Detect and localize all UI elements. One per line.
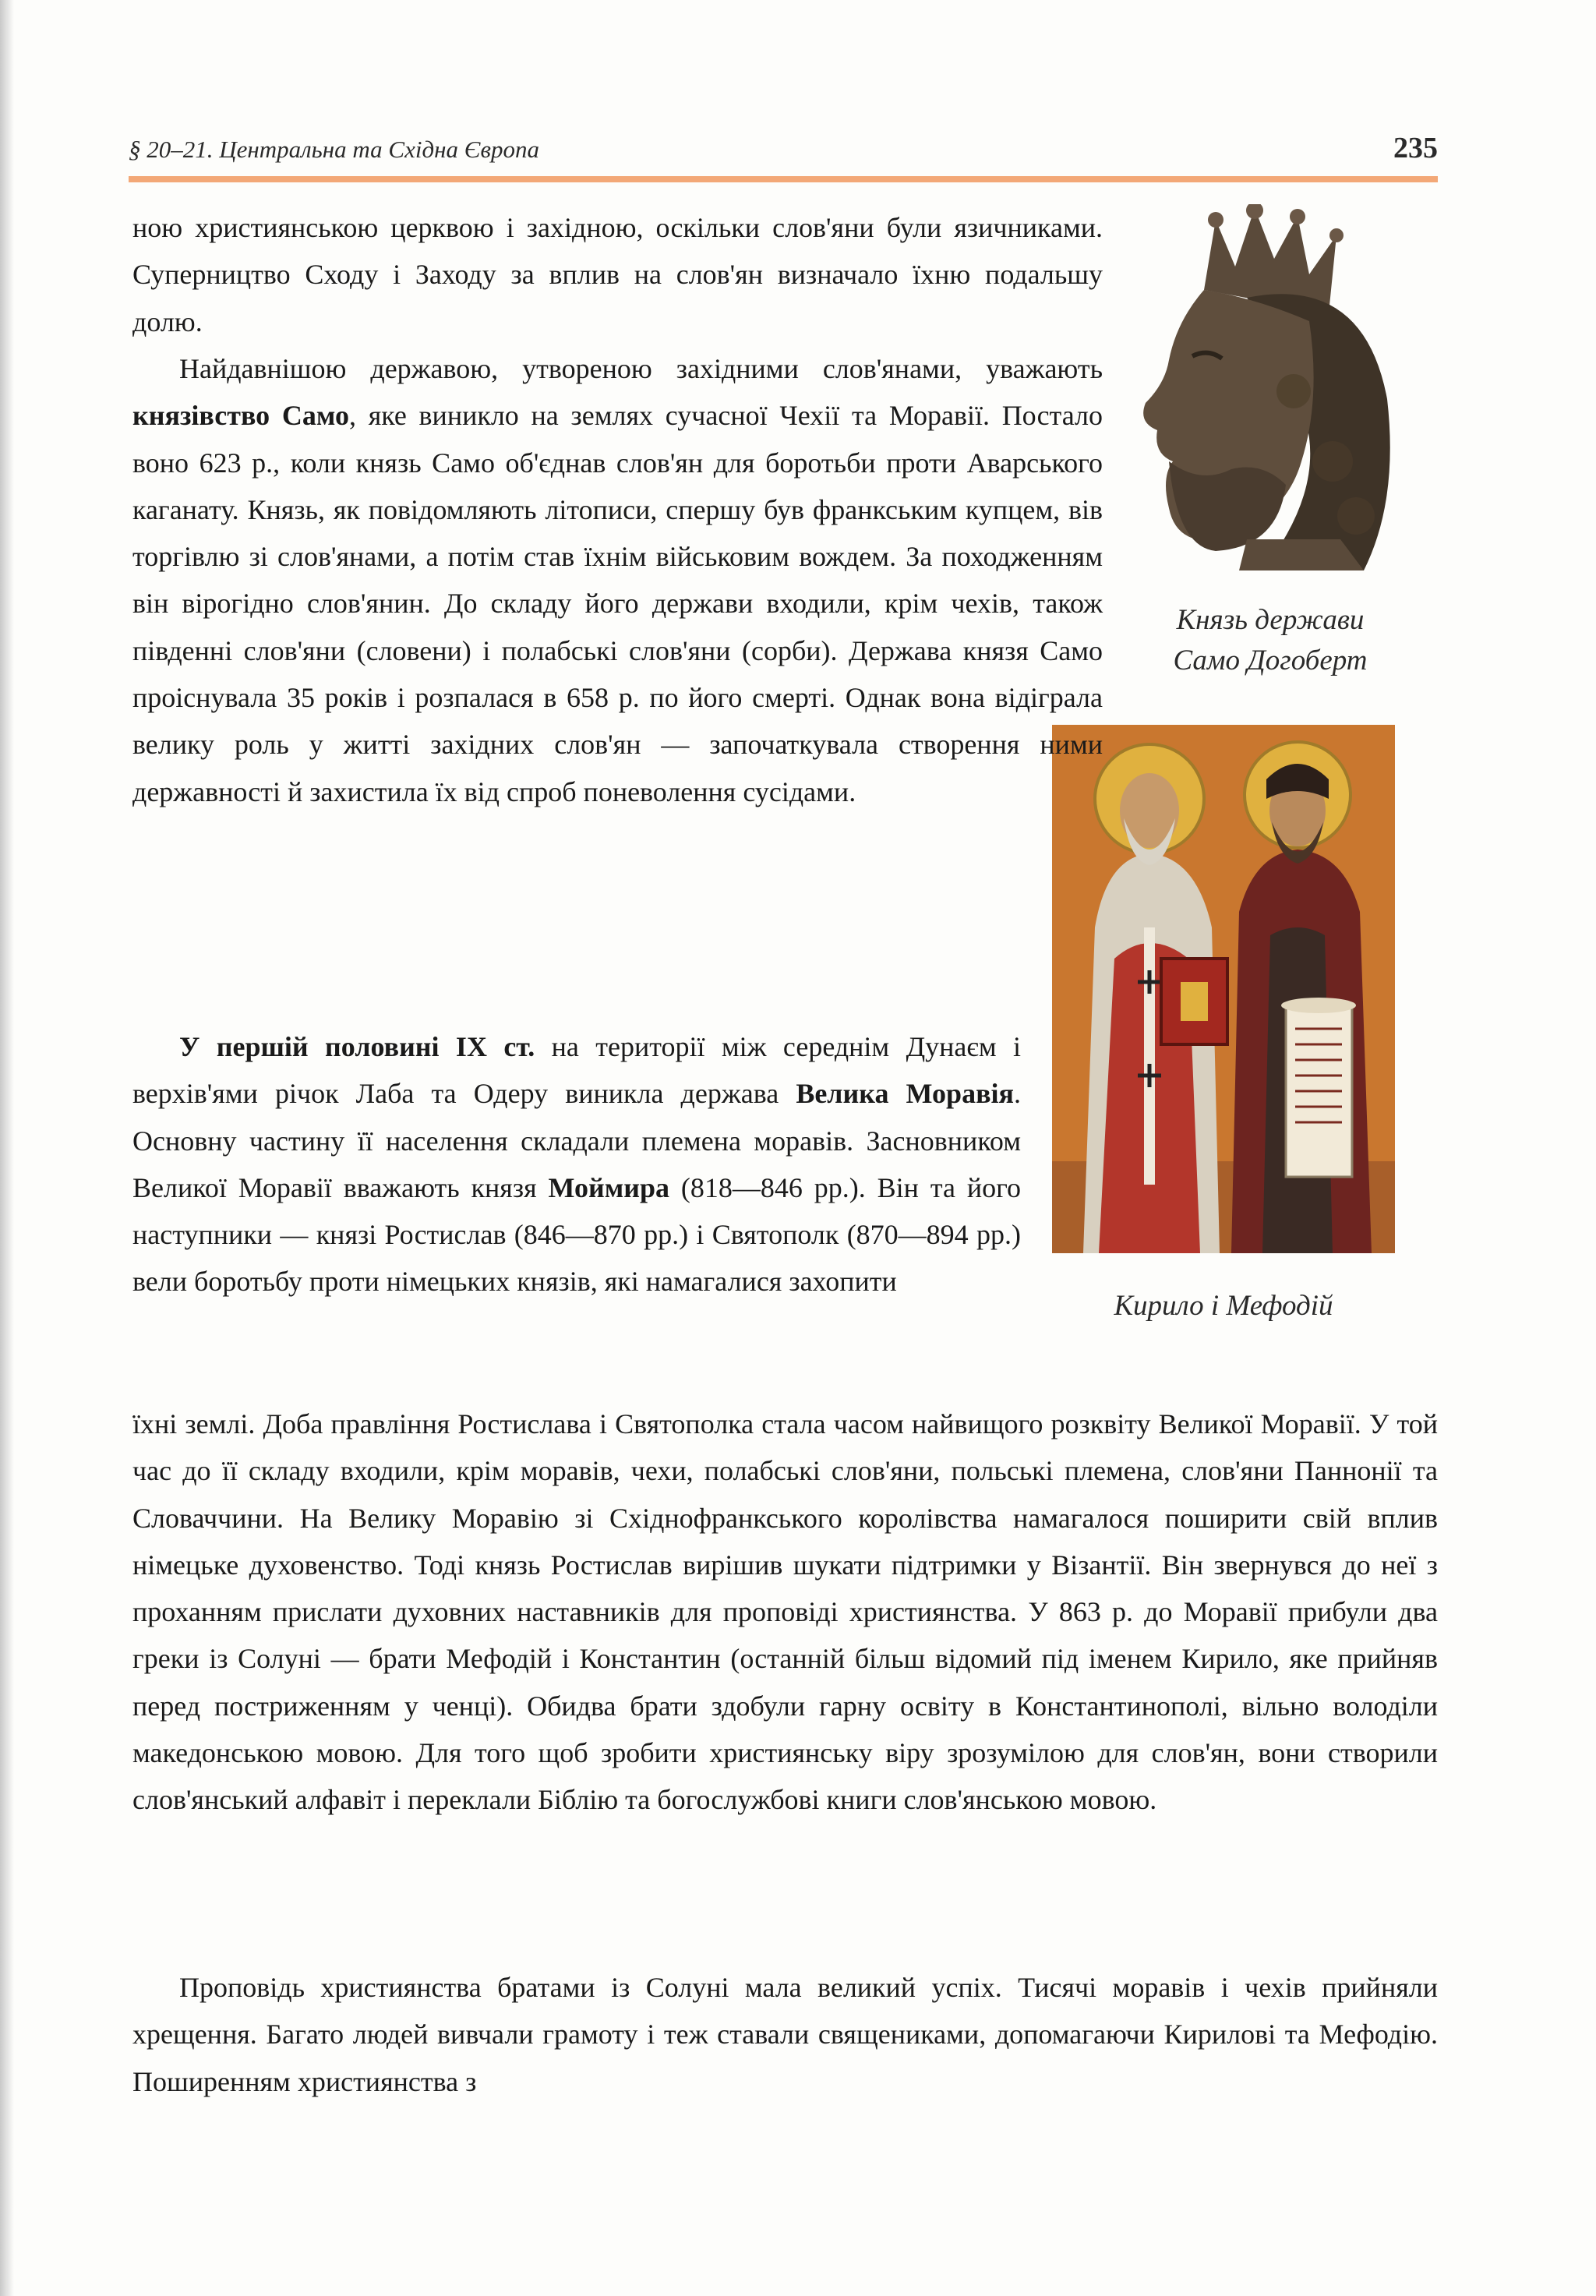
paragraph-4: Проповідь християнства братами із Солуні мала великий успіх. Тисячі моравів і чехів прийняли хрещення. Багато людей вивчали грамоту і теж ставали священиками, допомагаючи Кирилові та Мефодію. Поширенням християнства з <box>132 1972 1438 2097</box>
term-first-half-ix: У першій половині IX ст. <box>179 1031 535 1062</box>
samo-relief-image <box>1130 204 1399 570</box>
samo-caption-line2: Само Догоберт <box>1173 645 1368 676</box>
cyril-methodius-caption: Кирило і Мефодій <box>1114 1290 1333 1322</box>
paragraph-3-text-1: на території між середнім Дунаєм і верхів'ями річок Лаба та Одеру виникла держава <box>132 1031 1021 1110</box>
page-number: 235 <box>1393 132 1438 164</box>
paragraph-2-text-2: , яке виникло на землях сучасної Чехії та Моравії. Постало воно 623 р., коли князь Само об'єднав слов'ян для боротьби проти Аварського каганату. Князь, як повідомляють літописи, спершу був франкським купцем, вів торгівлю зі слов'янами, а потім став їхнім військовим вождем. За походженням він вірогідно слов'янин. До складу його держави входили, крім чехів, також південні слов'яни (словени) і полабські слов'яни (сорби). Держава князя Само проіснувала 35 років і розпалася в 658 р. по його смерті. Однак вона відіграла велику роль у житті західних слов'ян — започаткувала створення ними державності й захистила їх від спроб поневолення сусідами. <box>132 400 1103 807</box>
cyril-methodius-icon-image <box>1052 725 1395 1253</box>
header-rule <box>129 176 1438 182</box>
paragraph-1: ною християнською церквою і західною, оскільки слов'яни були язичниками. Суперництво Сходу і Заходу за вплив на слов'ян визначало їхню подальшу долю. <box>132 212 1103 337</box>
paragraph-2 <box>132 345 1103 815</box>
samo-caption-line1: Князь держави <box>1176 604 1365 636</box>
page-edge-shadow <box>0 0 14 2296</box>
section-title: § 20–21. Центральна та Східна Європа <box>129 136 539 163</box>
paragraph-2-text-1: Найдавнішою державою, утвореною західними слов'янами, уважають <box>179 353 1103 384</box>
term-samo-principality: князівство Само <box>132 400 349 432</box>
term-great-moravia: Велика Моравія <box>796 1078 1014 1110</box>
paragraph-3-text-3: (818—846 рр.). Він та його наступники — князі Ростислав (846—870 рр.) і Святополк (870—894 рр.) вели боротьбу проти німецьких князів, які намагалися захопити <box>132 1171 1021 1298</box>
paragraph-3 <box>132 1023 1021 1305</box>
cyril-methodius-illustration <box>1052 725 1395 1253</box>
running-header <box>129 132 1438 171</box>
term-mojmir: Моймира <box>548 1171 670 1203</box>
paragraph-3-text-2: . Основну частину її населення складали племена моравів. Засновником Великої Моравії вважають князя <box>132 1078 1021 1203</box>
samo-caption <box>1114 600 1426 681</box>
paragraph-3-continued: їхні землі. Доба правління Ростислава і Святополка стала часом найвищого розквіту Великої Моравії. У той час до її складу входили, крім моравів, чехи, полабські слов'яни, польські племена, слов'яни Паннонії та Словаччини. На Велику Моравію зі Східнофранкського королівства намагалося поширити свій вплив німецьке духовенство. Тоді князь Ростислав вирішив шукати підтримки у Візантії. Він звернувся до неї з проханням прислати духовних наставників для проповіді християнства. У 863 р. до Моравії прибули два греки із Солуні — брати Мефодій і Константин (останній більш відомий під іменем Кирило, яке прийняв перед постриженням у ченці). Обидва брати здобули гарну освіту в Константинополі, вільно володіли македонською мовою. Для того щоб зробити християнську віру зрозумілою для слов'ян, вони створили слов'янський алфавіт і переклали Біблію та богослужбові книги слов'янською мовою. <box>132 1408 1438 1816</box>
samo-relief-illustration <box>1130 204 1399 570</box>
